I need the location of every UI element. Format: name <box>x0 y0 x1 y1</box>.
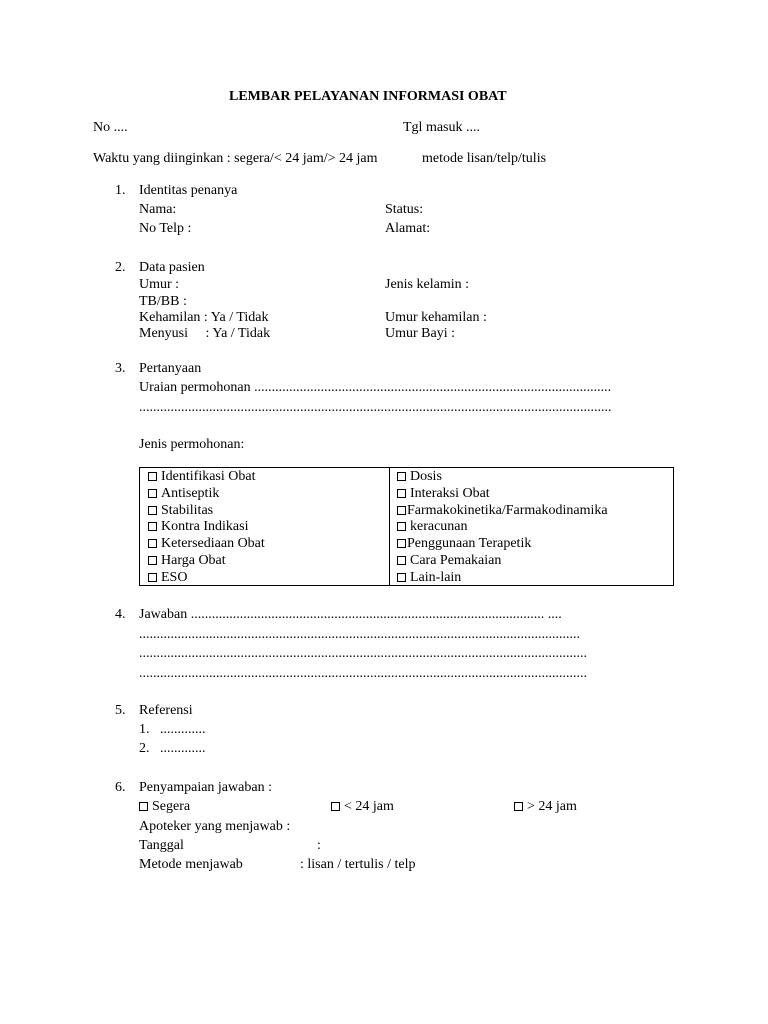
umur-label: Umur : <box>139 277 180 292</box>
section3-heading: Pertanyaan <box>139 361 202 376</box>
option-row[interactable] <box>397 536 608 553</box>
option-label: Interaksi Obat <box>410 485 490 501</box>
table-left-column <box>148 469 265 587</box>
umur-bayi-label: Umur Bayi : <box>385 326 455 341</box>
option-label: Antiseptik <box>161 485 220 501</box>
option-row[interactable] <box>148 536 265 553</box>
uraian-cont-line: ....................................................................................................................................... <box>139 400 612 415</box>
jawaban-line: Jawaban ..................................................................................................... .... <box>139 607 562 622</box>
menyusi-label: Menyusi : Ya / Tidak <box>139 326 271 341</box>
section2-number: 2. <box>115 260 126 275</box>
option-row[interactable] <box>148 469 265 486</box>
option-row[interactable] <box>148 519 265 536</box>
option-label: Lain-lain <box>410 569 462 585</box>
section6-heading: Penyampaian jawaban : <box>139 780 272 795</box>
table-right-column <box>397 469 608 587</box>
option-label: Kontra Indikasi <box>161 519 249 535</box>
metode-field: metode lisan/telp/tulis <box>422 151 547 166</box>
checkbox-icon[interactable] <box>148 556 157 565</box>
referensi-item: 2. ............. <box>139 741 206 756</box>
table-divider <box>389 468 390 585</box>
option-row[interactable] <box>397 519 608 536</box>
checkbox-icon[interactable] <box>514 802 523 811</box>
lt24-option[interactable] <box>331 799 394 815</box>
checkbox-icon[interactable] <box>397 522 406 531</box>
jenis-kelamin-label: Jenis kelamin : <box>385 277 469 292</box>
checkbox-icon[interactable] <box>148 573 157 582</box>
uraian-line: Uraian permohonan ...................................................................................................... <box>139 380 612 395</box>
section5-heading: Referensi <box>139 703 193 718</box>
umur-kehamilan-label: Umur kehamilan : <box>385 310 487 325</box>
option-row[interactable] <box>397 570 608 587</box>
nama-label: Nama: <box>139 202 177 217</box>
section1-number: 1. <box>115 183 126 198</box>
section6-number: 6. <box>115 780 126 795</box>
jenis-permohonan-label: Jenis permohonan: <box>139 437 245 452</box>
lt24-label: < 24 jam <box>344 799 394 814</box>
kehamilan-label: Kehamilan : Ya / Tidak <box>139 310 269 325</box>
checkbox-icon[interactable] <box>397 472 406 481</box>
jawaban-cont-line: ................................................................................................................................ <box>139 646 587 661</box>
referensi-item: 1. ............. <box>139 722 206 737</box>
gt24-label: > 24 jam <box>527 799 577 814</box>
option-label: Harga Obat <box>161 552 226 568</box>
no-field: No .... <box>93 120 128 135</box>
checkbox-icon[interactable] <box>397 573 406 582</box>
no-telp-label: No Telp : <box>139 221 192 236</box>
option-label: Ketersediaan Obat <box>161 536 265 552</box>
section3-number: 3. <box>115 361 126 376</box>
option-row[interactable] <box>397 469 608 486</box>
section1-heading: Identitas penanya <box>139 183 238 198</box>
option-row[interactable] <box>148 570 265 587</box>
option-row[interactable] <box>397 503 608 520</box>
jenis-permohonan-table <box>139 467 674 586</box>
checkbox-icon[interactable] <box>397 539 406 548</box>
checkbox-icon[interactable] <box>148 506 157 515</box>
tanggal-label: Tanggal <box>139 838 184 853</box>
waktu-field: Waktu yang diinginkan : segera/< 24 jam/> 24 jam <box>93 151 378 166</box>
segera-label: Segera <box>152 799 191 814</box>
option-row[interactable] <box>397 553 608 570</box>
option-label: Stabilitas <box>161 502 214 518</box>
checkbox-icon[interactable] <box>148 522 157 531</box>
segera-option[interactable] <box>139 799 190 815</box>
option-label: Penggunaan Terapetik <box>407 536 532 552</box>
apoteker-label: Apoteker yang menjawab : <box>139 819 291 834</box>
option-label: Cara Pemakaian <box>410 552 502 568</box>
alamat-label: Alamat: <box>385 221 431 236</box>
checkbox-icon[interactable] <box>397 489 406 498</box>
option-row[interactable] <box>148 486 265 503</box>
jawaban-cont-line: ................................................................................................................................ <box>139 666 587 681</box>
metode-menjawab-label: Metode menjawab <box>139 857 243 872</box>
checkbox-icon[interactable] <box>148 539 157 548</box>
checkbox-icon[interactable] <box>397 556 406 565</box>
option-row[interactable] <box>148 503 265 520</box>
checkbox-icon[interactable] <box>139 802 148 811</box>
tb-bb-label: TB/BB : <box>139 294 187 309</box>
option-label: ESO <box>161 569 188 585</box>
checkbox-icon[interactable] <box>397 506 406 515</box>
tgl-masuk-field: Tgl masuk .... <box>403 120 480 135</box>
form-title: LEMBAR PELAYANAN INFORMASI OBAT <box>229 89 507 104</box>
option-row[interactable] <box>397 486 608 503</box>
metode-menjawab-value: : lisan / tertulis / telp <box>300 857 416 872</box>
checkbox-icon[interactable] <box>148 489 157 498</box>
option-label: Dosis <box>410 469 442 484</box>
checkbox-icon[interactable] <box>148 472 157 481</box>
jawaban-cont-line: .............................................................................................................................. <box>139 627 580 642</box>
tanggal-colon: : <box>317 838 321 853</box>
option-label: Identifikasi Obat <box>161 469 256 484</box>
section2-heading: Data pasien <box>139 260 205 275</box>
status-label: Status: <box>385 202 424 217</box>
option-label: Farmakokinetika/Farmakodinamika <box>407 502 608 518</box>
option-row[interactable] <box>148 553 265 570</box>
checkbox-icon[interactable] <box>331 802 340 811</box>
gt24-option[interactable] <box>514 799 577 815</box>
option-label: keracunan <box>410 519 468 535</box>
section4-number: 4. <box>115 607 126 622</box>
section5-number: 5. <box>115 703 126 718</box>
